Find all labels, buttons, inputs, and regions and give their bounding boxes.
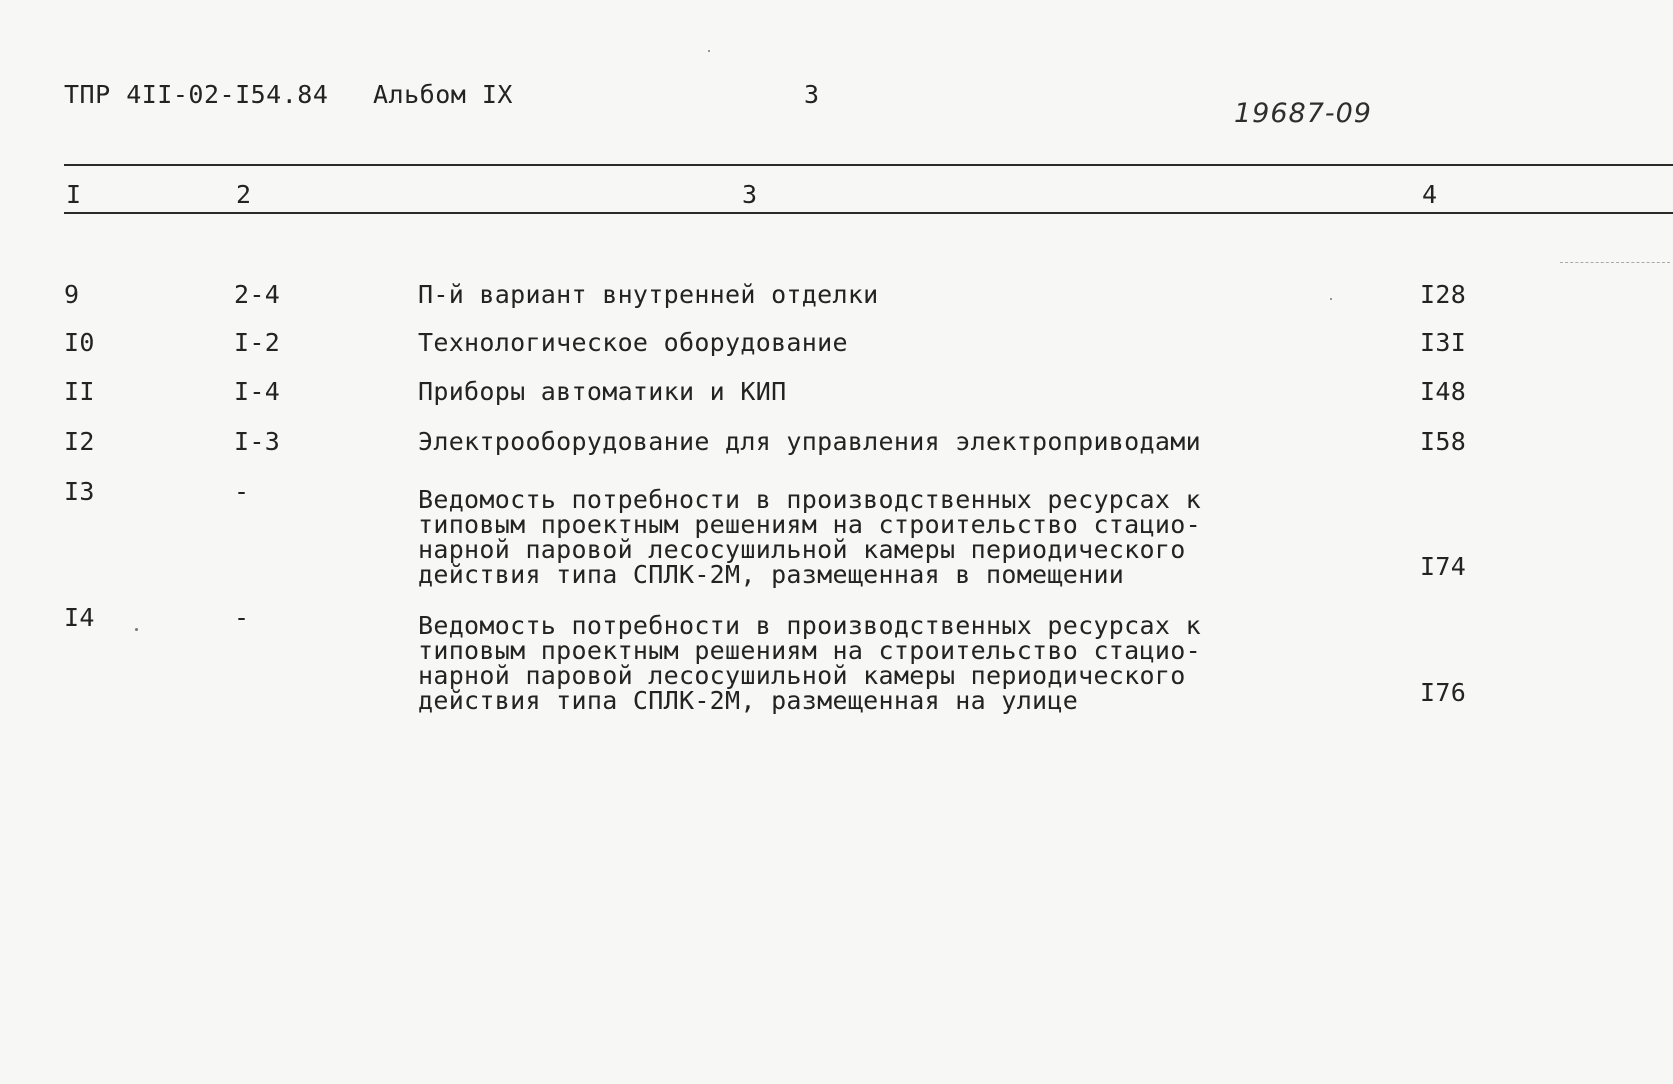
margin-dash [1560, 262, 1670, 263]
column-header-4: 4 [1422, 180, 1438, 209]
row-page: I28 [1420, 280, 1467, 309]
row-section: - [234, 477, 250, 506]
page-number: 3 [804, 80, 820, 109]
row-title: Электрооборудование для управления электроприводами [418, 427, 1201, 456]
column-header-3: 3 [742, 180, 758, 209]
row-page: I48 [1420, 377, 1467, 406]
row-title: П-й вариант внутренней отделки [418, 280, 879, 309]
row-number: II [64, 377, 95, 406]
column-header-1: I [66, 180, 82, 209]
row-number: I0 [64, 328, 95, 357]
document-code: ТПР 4II-02-I54.84 [64, 80, 329, 109]
handwritten-number: 19687-09 [1234, 98, 1372, 129]
row-number: I3 [64, 477, 95, 506]
table-header-rule [64, 212, 1673, 214]
row-page: I3I [1420, 328, 1467, 357]
row-section: I-4 [234, 377, 281, 406]
scan-speck [1330, 298, 1332, 300]
row-page: I76 [1420, 678, 1467, 707]
row-title: Технологическое оборудование [418, 328, 848, 357]
table-top-rule [64, 164, 1673, 166]
scan-speck [708, 50, 710, 52]
row-title: Ведомость потребности в производственных ресурсах к типовым проектным решениям на строительство стацио- нарной паровой лесосушильной камеры периодического действия типа СПЛК-2М, размещенная в помещении [418, 485, 1201, 589]
row-title: Ведомость потребности в производственных ресурсах к типовым проектным решениям на строительство стацио- нарной паровой лесосушильной камеры периодического действия типа СПЛК-2М, размещенная на улице [418, 611, 1201, 715]
row-number: I2 [64, 427, 95, 456]
album-label: Альбом IX [373, 80, 513, 109]
row-number: 9 [64, 280, 80, 309]
row-section: - [234, 603, 250, 632]
row-section: I-3 [234, 427, 281, 456]
row-number: I4 [64, 603, 95, 632]
row-page: I74 [1420, 552, 1467, 581]
row-section: 2-4 [234, 280, 281, 309]
row-section: I-2 [234, 328, 281, 357]
row-page: I58 [1420, 427, 1467, 456]
column-header-2: 2 [236, 180, 252, 209]
scan-speck [135, 628, 138, 631]
row-title: Приборы автоматики и КИП [418, 377, 787, 406]
